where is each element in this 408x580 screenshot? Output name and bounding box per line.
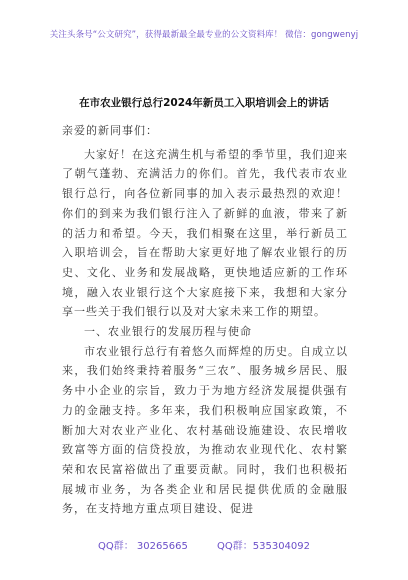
- salutation: 亲爱的新同事们：: [62, 124, 158, 137]
- document-body: [62, 120, 348, 519]
- footer: [0, 537, 408, 552]
- footer-qq-group-1: QQ群： 30265665: [97, 541, 188, 552]
- footer-qq-group-2: QQ群：535304092: [217, 541, 311, 552]
- header-note: 关注头条号“公文研究”，获得最新最全最专业的公文资料库！ 微信：gongwenyj: [49, 30, 359, 40]
- document-title: 在市农业银行总行2024年新员工入职培训会上的讲话: [79, 97, 329, 109]
- paragraph: 大家好！在这充满生机与希望的季节里，我们迎来了朝气蓬勃、充满活力的你们。首先，我代表市农业银行总行，向各位新同事的加入表示最热烈的欢迎！你们的到来为我们银行注入了新鲜的血液，带来了新的活力和希望。今天，我们相聚在这里，举行新员工入职培训会，旨在帮助大家更好地了解农业银行的历史、文化、业务和发展战略，更快地适应新的工作环境，融入农业银行这个大家庭接下来，我想和大家分享一些关于我们银行以及对大家未来工作的期望。: [62, 147, 348, 319]
- paragraph: 市农业银行总行有着悠久而辉煌的历史。自成立以来，我们始终秉持着服务“三农”、服务城乡居民、服务中小企业的宗旨，致力于为地方经济发展提供强有力的金融支持。多年来，我们积极响应国家政策，不断加大对农业产业化、农村基础设施建设、农民增收致富等方面的信贷投放，为推动农业现代化、农村繁荣和农民富裕做出了重要贡献。同时，我们也积极拓展城市业务，为各类企业和居民提供优质的金融服务，在支持地方重点项目建设、促进: [62, 344, 348, 516]
- section-heading: 一、农业银行的发展历程与使命: [84, 325, 252, 339]
